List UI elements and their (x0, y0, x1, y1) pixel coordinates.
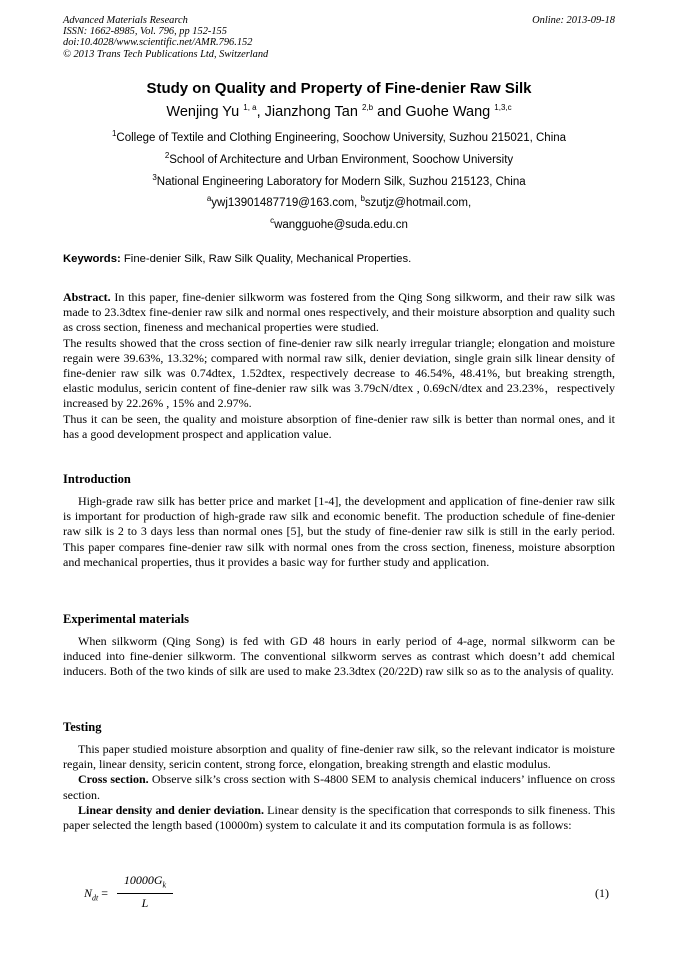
affiliation-mark: 3 (152, 173, 157, 183)
doi-line: doi:10.4028/www.scientific.net/AMR.796.152 (63, 37, 253, 49)
paragraph-text: Observe silk’s cross section with S-4800 SEM to analysis chemical inducers’ influence on cross section. (63, 772, 615, 802)
email-mark: c (270, 216, 275, 226)
author-affiliation-mark: 1, a (243, 103, 257, 113)
testing-body (63, 742, 615, 833)
keywords (63, 252, 623, 266)
abstract (63, 290, 615, 442)
paragraph-text: Linear density is the specification that corresponds to silk fineness. This paper selected the length based (10000m) system to calculate it and its computation formula is as follows: (63, 802, 616, 833)
equation-numerator-text: 10000G (123, 873, 163, 887)
introduction-body (63, 494, 615, 570)
author-list (0, 103, 678, 121)
equation-lhs (84, 886, 108, 902)
journal-name: Advanced Materials Research (63, 15, 188, 26)
affiliation-text: College of Textile and Clothing Engineering, Soochow University, Suzhou 215021, China (116, 132, 567, 144)
section-heading-materials: Experimental materials (63, 612, 190, 626)
abstract-paragraph: Thus it can be seen, the quality and moisture absorption of fine-denier raw silk is better than normal ones, and it has a good development prospect and application value. (63, 411, 615, 441)
equation-subscript: dt (92, 893, 99, 903)
equation-1 (63, 873, 615, 913)
abstract-label: Abstract. (63, 290, 111, 304)
email-link[interactable]: szutjz@hotmail.com, (364, 197, 472, 209)
affiliation-text: School of Architecture and Urban Environment, Soochow University (169, 154, 514, 166)
paragraph-run-in-heading: Cross section. (78, 772, 149, 787)
body-paragraph (63, 803, 615, 833)
keywords-label: Keywords: (63, 253, 121, 265)
equation-equals: = (101, 886, 109, 900)
author-affiliation-mark: 1,3,c (494, 103, 512, 113)
author-separator: and (373, 104, 406, 120)
equation-subscript: k (162, 880, 167, 890)
author-name: Jianzhong Tan (264, 104, 358, 120)
copyright-line: © 2013 Trans Tech Publications Ltd, Switzerland (63, 48, 269, 60)
email-mark: a (206, 194, 212, 204)
email-mark: b (360, 194, 365, 204)
author-separator: , (256, 104, 265, 120)
abstract-paragraph (63, 290, 615, 336)
email-link[interactable]: wangguohe@suda.edu.cn (274, 219, 408, 231)
email-line-1 (0, 196, 678, 210)
equation-denominator: L (141, 896, 149, 911)
issn-line: ISSN: 1662-8985, Vol. 796, pp 152-155 (63, 26, 227, 38)
paragraph-run-in-heading: Linear density and denier deviation. (78, 802, 264, 817)
body-paragraph (63, 772, 615, 802)
abstract-text: In this paper, fine-denier silkworm was fostered from the Qing Song silkworm, and their raw silk was made to 23.3dtex fine-denier raw silk and normal ones respectively, and their moisture absorption and quality such as cross section, fineness and mechanical properties were studied. (63, 290, 615, 335)
equation-number: (1) (595, 886, 609, 900)
affiliation-mark: 1 (111, 129, 117, 139)
author-name: Guohe Wang (405, 104, 491, 120)
equation-numerator (117, 873, 173, 892)
body-paragraph: High-grade raw silk has better price and market [1-4], the development and application of fine-denier raw silk is important for production of high-grade raw silk and economic benefit. The production schedule of fine-denier raw silk is 2 to 3 days less than normal ones [5], but the study of fine-denier raw silk is still in the early period. This paper compares fine-denier raw silk with normal ones from the cross section, fineness, moisture absorption and mechanical properties, thus it provides a basic way for further study and application. (63, 494, 615, 569)
author-affiliation-mark: 2,b (361, 103, 374, 113)
affiliation-3 (0, 175, 678, 189)
equation-fraction (117, 873, 173, 911)
materials-body (63, 634, 615, 680)
body-paragraph: This paper studied moisture absorption and quality of fine-denier raw silk, so the relevant indicator is moisture regain, linear density, sericin content, strong force, elongation, breaking strength and elastic modulus. (63, 742, 615, 772)
section-heading-introduction: Introduction (63, 472, 131, 486)
affiliation-text: National Engineering Laboratory for Modern Silk, Suzhou 215123, China (156, 176, 526, 188)
email-line-2 (0, 218, 678, 232)
email-link[interactable]: ywj13901487719@163.com, (211, 197, 361, 209)
keywords-text: Fine-denier Silk, Raw Silk Quality, Mechanical Properties. (120, 253, 412, 265)
affiliation-1 (0, 131, 678, 145)
section-heading-testing: Testing (63, 720, 102, 734)
author-name: Wenjing Yu (166, 104, 240, 120)
affiliation-2 (0, 153, 678, 167)
online-date: Online: 2013-09-18 (532, 15, 615, 26)
paper-title: Study on Quality and Property of Fine-denier Raw Silk (146, 80, 532, 97)
journal-header (63, 15, 615, 60)
affiliation-mark: 2 (164, 151, 170, 161)
equation-symbol: N (84, 886, 93, 900)
body-paragraph: When silkworm (Qing Song) is fed with GD 48 hours in early period of 4-age, normal silkworm can be induced into fine-denier silkworm. The conventional silkworm serves as contrast which doesn’t add chemical inducers. Both of the two kinds of silk are used to make 23.3dtex (20/22D) raw silk so as to the analysis of quality. (63, 634, 615, 679)
fraction-bar (117, 893, 173, 894)
abstract-paragraph: The results showed that the cross section of fine-denier raw silk nearly irregular triangle; elongation and moisture regain were 39.63%, 13.32%; compared with normal raw silk, denier deviation, single grain silk linear density of fine-denier raw silk was 0.74dtex, 1.52dtex, respectively decrease to 46.54%, 48.41%, but breaking strength, elastic modulus, sericin content of fine-denier raw silk was 3.79cN/dtex , 0.69cN/dtex and 23.23%，respectively increased by 22.26% , 15% and 2.97%. (63, 335, 615, 411)
